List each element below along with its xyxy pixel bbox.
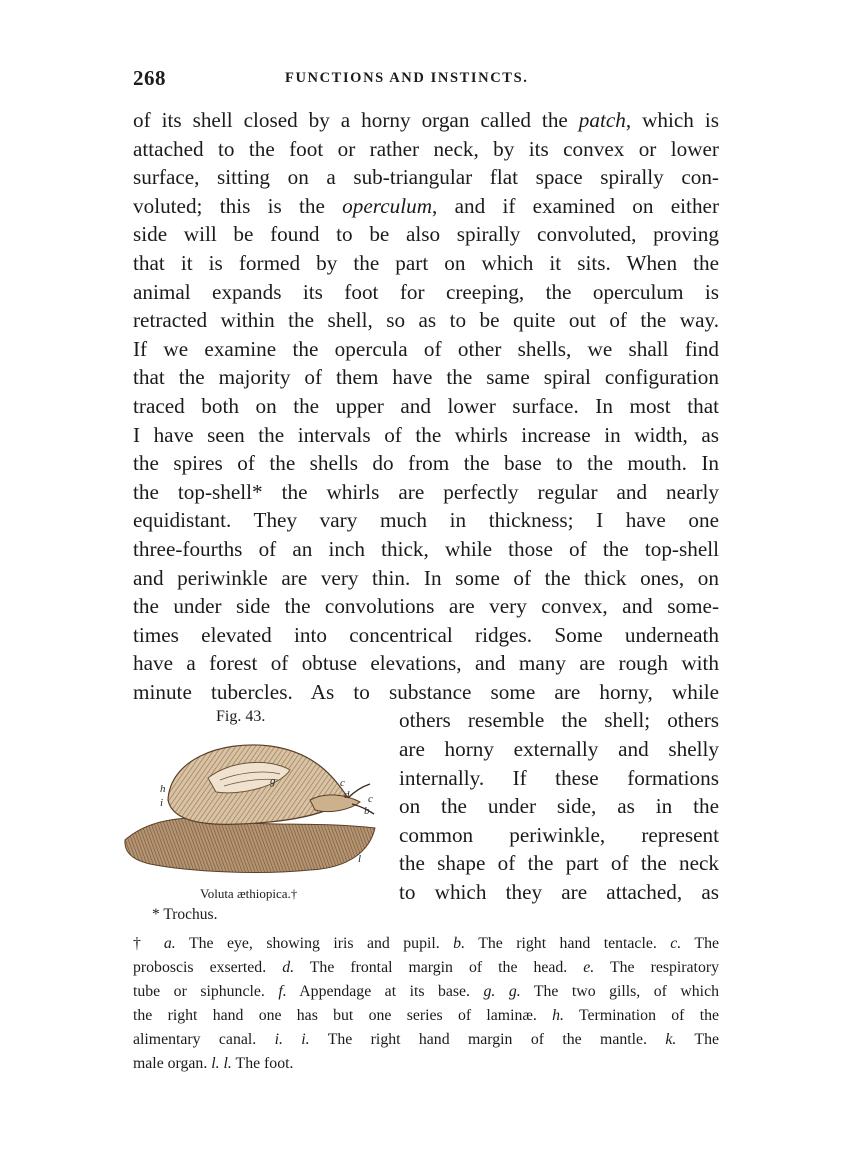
text-line: three-fourths of an inch thick, while those of the top-shell xyxy=(133,536,719,561)
text-line: that it is formed by the part on which it sits. When the xyxy=(133,250,719,275)
text-line: side will be found to be also spirally convoluted, proving xyxy=(133,222,719,247)
fig-letter-e: c xyxy=(368,793,373,805)
fig-letter-l: l xyxy=(358,853,362,865)
figure-caption: Voluta æthiopica.† xyxy=(200,886,298,901)
footnote-star: * Trochus. xyxy=(152,906,218,923)
footnote-line: tube or siphuncle. f. Appendage at its base. g. g. The two gills, of which xyxy=(133,983,719,1000)
fig-letter-c: c xyxy=(340,777,345,789)
text-line: the under side the convolutions are very convex, and some- xyxy=(133,594,719,619)
text-line: times elevated into concentrical ridges. Some underneath xyxy=(133,622,719,647)
footnote-dagger xyxy=(133,932,719,1076)
text-line-beside-figure: the shape of the part of the neck xyxy=(399,851,719,876)
text-line-beside-figure: on the under side, as in the xyxy=(399,794,719,819)
text-line: the top-shell* the whirls are perfectly regular and nearly xyxy=(133,479,719,504)
fig-letter-d: d xyxy=(344,789,350,801)
text-line: and periwinkle are very thin. In some of the thick ones, on xyxy=(133,565,719,590)
text-line: If we examine the opercula of other shells, we shall find xyxy=(133,336,719,361)
foot-shape xyxy=(125,818,375,872)
running-head xyxy=(133,66,719,92)
text-line: equidistant. They vary much in thickness; I have one xyxy=(133,508,719,533)
text-line: retracted within the shell, so as to be quite out of the way. xyxy=(133,308,719,333)
fig-letter-i: i xyxy=(160,797,164,809)
voluta-engraving xyxy=(120,730,378,880)
text-line-beside-figure: internally. If these formations xyxy=(399,765,719,790)
footnote-line: † a. The eye, showing iris and pupil. b. The right hand tentacle. c. The xyxy=(133,935,719,952)
text-line: of its shell closed by a horny organ called the patch, which is xyxy=(133,108,719,132)
text-line: surface, sitting on a sub-triangular flat space spirally con- xyxy=(133,165,719,190)
text-line: I have seen the intervals of the whirls increase in width, as xyxy=(133,422,719,447)
fig-letter-g: g xyxy=(270,775,276,787)
text-line: have a forest of obtuse elevations, and many are rough with xyxy=(133,651,719,676)
text-line: traced both on the upper and lower surface. In most that xyxy=(133,393,719,418)
fig-letter-b: b xyxy=(364,805,370,817)
footnote-line: male organ. l. l. The foot. xyxy=(133,1055,294,1072)
text-line: the spires of the shells do from the base to the mouth. In xyxy=(133,451,719,476)
text-line-beside-figure: common periwinkle, represent xyxy=(399,822,719,847)
text-line: minute tubercles. As to substance some are horny, while xyxy=(133,679,719,704)
text-line: that the majority of them have the same spiral configuration xyxy=(133,365,719,390)
running-title: FUNCTIONS AND INSTINCTS. xyxy=(285,70,529,86)
text-line: attached to the foot or rather neck, by its convex or lower xyxy=(133,136,719,161)
footnote-line: the right hand one has but one series of laminæ. h. Termination of the xyxy=(133,1007,720,1024)
text-line-beside-figure: are horny externally and shelly xyxy=(399,737,719,762)
figure-label: Fig. 43. xyxy=(216,708,266,725)
text-line-beside-figure: others resemble the shell; others xyxy=(399,708,719,733)
text-line-beside-figure: to which they are attached, as xyxy=(399,880,719,905)
footnote-line: alimentary canal. i. i. The right hand margin of the mantle. k. The xyxy=(133,1031,719,1048)
figure-43 xyxy=(120,708,378,904)
page-number: 268 xyxy=(133,66,166,90)
text-line: voluted; this is the operculum, and if examined on either xyxy=(133,193,719,218)
fig-letter-h: h xyxy=(160,783,166,795)
footnote-line: proboscis exserted. d. The frontal margin of the head. e. The respiratory xyxy=(133,959,719,976)
head-shape xyxy=(310,795,360,812)
text-line: animal expands its foot for creeping, the operculum is xyxy=(133,279,719,304)
